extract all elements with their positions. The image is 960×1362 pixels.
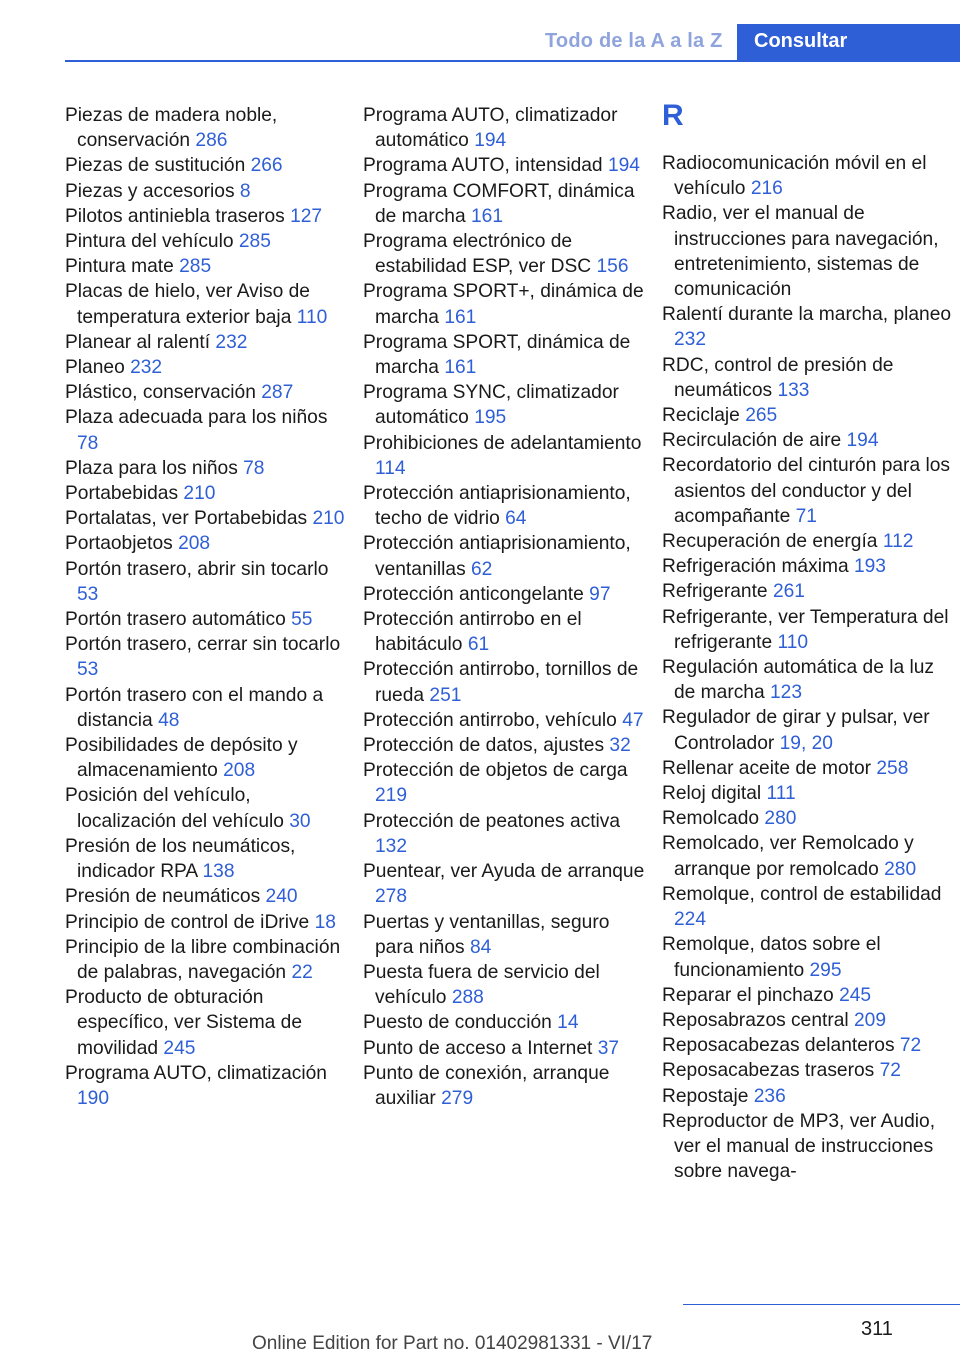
index-page-link[interactable]: 286 (195, 130, 228, 152)
index-entry-term: Portón trasero, cerrar sin tocarlo (65, 634, 341, 656)
footer-edition-text: Online Edition for Part no. 01402981331 - VI/17 (252, 1333, 653, 1354)
index-entry-term: Radio, ver el manual de instrucciones para navegación, entretenimiento, sistemas de comunicación (662, 203, 939, 301)
header-tab-consultar[interactable]: Consultar (737, 24, 960, 61)
index-page-link[interactable]: 208 (223, 760, 256, 782)
index-entry-term: Portaobjetos (65, 533, 173, 555)
index-page-link[interactable]: 161 (471, 205, 504, 227)
index-entry-term: Piezas de madera noble, conservación (65, 105, 278, 152)
index-entry-term: Programa SPORT+, dinámica de marcha (363, 281, 644, 328)
index-page-link[interactable]: 193 (853, 556, 886, 578)
index-page-link[interactable]: 138 (202, 861, 235, 883)
index-entry (65, 607, 350, 632)
index-entry-term: Programa electrónico de estabilidad ESP, ver DSC (363, 231, 592, 278)
index-entry (662, 781, 952, 806)
index-entry (363, 809, 648, 859)
index-entry-term: Principio de la libre combinación de palabras, navegación (65, 936, 341, 983)
index-entry (662, 932, 952, 982)
index-entry-term: Portalatas, ver Portabebidas (65, 508, 308, 530)
index-page-link[interactable]: 209 (854, 1009, 887, 1031)
index-page-link[interactable]: 37 (597, 1037, 620, 1059)
index-entry (662, 403, 952, 428)
index-entry-term: Protección de datos, ajustes (363, 735, 605, 757)
index-entry-term: Programa COMFORT, dinámica de marcha (363, 180, 635, 227)
index-entry (662, 605, 952, 655)
index-entry-term: Plaza adecuada para los niños (65, 407, 328, 429)
index-page-link[interactable]: 110 (296, 306, 328, 328)
index-page-link[interactable]: 194 (607, 155, 640, 177)
index-entry-term: Remolque, datos sobre el funcionamiento (662, 934, 881, 981)
index-entry (363, 708, 648, 733)
index-entry (363, 960, 648, 1010)
index-page-link[interactable]: 48 (158, 709, 180, 731)
index-page-link[interactable]: 161 (444, 357, 477, 379)
index-entry-term: Programa SYNC, climatizador automático (363, 382, 619, 429)
index-entry (662, 1084, 952, 1109)
index-letter-heading: R (662, 99, 684, 132)
index-entry (363, 103, 648, 153)
index-entry-term: Remolque, control de estabilidad (662, 883, 942, 905)
index-page-link[interactable]: 280 (764, 808, 797, 830)
index-entry-term: Puesta fuera de servicio del vehículo (363, 961, 600, 1009)
index-page-link[interactable]: 161 (444, 306, 477, 328)
index-page-link[interactable]: 84 (469, 936, 492, 958)
index-entry (363, 330, 648, 380)
index-page-link[interactable]: 110 (777, 631, 809, 653)
index-entry-term: Protección anticongelante (363, 583, 584, 605)
index-page-link[interactable]: 53 (77, 659, 99, 681)
index-entry-term: Programa AUTO, climatizador automático (363, 105, 618, 152)
index-entry (65, 884, 350, 909)
index-entry-term: Principio de control de iDrive (65, 911, 310, 933)
index-page-link[interactable]: 112 (882, 531, 914, 553)
index-page-link[interactable]: 127 (290, 205, 323, 227)
index-entry-term: Puentear, ver Ayuda de arranque (363, 861, 645, 883)
index-page-link[interactable]: 232 (215, 331, 248, 353)
index-page-link[interactable]: 278 (375, 886, 408, 908)
index-entry-term: Programa AUTO, climatización (65, 1062, 327, 1084)
index-entry-term: Plástico, conservación (65, 382, 256, 404)
index-entry-term: Remolcado (662, 808, 760, 830)
index-page-link[interactable]: 251 (429, 684, 462, 706)
index-entry-term: Protección antiaprisionamiento, ventanillas (363, 533, 631, 580)
index-entry (65, 380, 350, 405)
index-page-link[interactable]: 18 (314, 911, 336, 933)
index-page-link[interactable]: 236 (753, 1085, 786, 1107)
index-entry (662, 453, 952, 529)
index-entry (363, 1036, 648, 1061)
index-entry-term: Programa SPORT, dinámica de marcha (363, 331, 631, 379)
index-entry-term: Planear al ralentí (65, 331, 211, 353)
index-entry (363, 153, 648, 178)
index-entry-term: Regulación automática de la luz de marcha (662, 657, 934, 704)
index-page-link[interactable]: 195 (474, 407, 507, 429)
index-entry (363, 657, 648, 707)
index-entry-term: Refrigeración máxima (662, 556, 849, 578)
index-page-link[interactable]: 47 (622, 709, 644, 731)
index-page-link[interactable]: 8 (239, 180, 251, 202)
index-page-link[interactable]: 53 (77, 583, 99, 605)
index-entry (662, 655, 952, 705)
index-entry (662, 1058, 952, 1083)
index-page-link[interactable]: 30 (289, 810, 311, 832)
index-page-link[interactable]: 224 (674, 909, 707, 931)
index-page-link[interactable]: 61 (467, 634, 490, 656)
index-page-link[interactable]: 78 (77, 432, 99, 454)
index-page-link[interactable]: 22 (291, 961, 313, 983)
index-page-link[interactable]: 71 (795, 505, 817, 527)
index-page-link[interactable]: 261 (772, 581, 805, 603)
index-entry-term: Protección antirrobo, tornillos de rueda (363, 659, 639, 706)
index-entry (662, 1008, 952, 1033)
index-entry-term: Reposabrazos central (662, 1009, 849, 1031)
index-entry-term: Recirculación de aire (662, 430, 842, 452)
index-entry (65, 1061, 350, 1111)
index-entry (363, 431, 648, 481)
index-entry-term: Recuperación de energía (662, 531, 878, 553)
index-entry (662, 579, 952, 604)
index-entry-term: Plaza para los niños (65, 457, 238, 479)
index-entry (65, 355, 350, 380)
index-entry-term: Refrigerante, ver Temperatura del refrigerante (662, 606, 949, 653)
index-entry-term: Piezas y accesorios (65, 180, 235, 202)
index-entry (65, 834, 350, 884)
index-page-link[interactable]: 219 (375, 785, 408, 807)
header-section-title: Todo de la A a la Z (545, 30, 723, 52)
index-page-link[interactable]: 78 (243, 457, 265, 479)
index-page-link[interactable]: 279 (441, 1087, 474, 1109)
index-entry-term: Puesto de conducción (363, 1012, 552, 1034)
index-page-link[interactable]: 194 (474, 130, 507, 152)
index-entry-term: Reproductor de MP3, ver Audio, ver el manual de instrucciones sobre navega- (662, 1110, 936, 1183)
index-page-link[interactable]: 72 (899, 1035, 922, 1057)
index-entry-term: Programa AUTO, intensidad (363, 155, 603, 177)
index-page-link[interactable]: 288 (451, 987, 484, 1009)
index-entry (65, 557, 350, 607)
index-entry (662, 529, 952, 554)
index-entry (65, 153, 350, 178)
index-column-2 (363, 103, 648, 1111)
index-entry (363, 279, 648, 329)
index-entry-term: Refrigerante (662, 581, 768, 603)
index-entry-term: Protección antirrobo en el habitáculo (363, 609, 582, 656)
index-entry-term: Protección antirrobo, vehículo (363, 709, 617, 731)
index-page-link[interactable]: 245 (163, 1037, 196, 1059)
index-entry (662, 151, 952, 201)
index-entry-term: Remolcado, ver Remolcado y arranque por remolcado (662, 833, 914, 880)
page-number: 311 (861, 1318, 893, 1340)
index-entry (363, 531, 648, 581)
index-entry-term: Reparar el pinchazo (662, 984, 834, 1006)
index-entry (363, 582, 648, 607)
index-entry (65, 935, 350, 985)
index-page-link[interactable]: 245 (839, 984, 872, 1006)
index-page-link[interactable]: 114 (375, 457, 406, 479)
index-entry (662, 806, 952, 831)
index-entry (662, 882, 952, 932)
index-entry (65, 506, 350, 531)
index-entry (363, 1061, 648, 1111)
index-entry-term: Reposacabezas traseros (662, 1060, 875, 1082)
index-entry-term: Pintura mate (65, 256, 174, 278)
index-entry-term: Piezas de sustitución (65, 155, 246, 177)
index-page-link[interactable]: 216 (750, 178, 783, 200)
index-page-link[interactable]: 265 (745, 405, 778, 427)
index-page-link[interactable]: 295 (809, 959, 842, 981)
index-column-1 (65, 103, 350, 1111)
index-page-link[interactable]: 285 (238, 231, 271, 253)
index-page-link[interactable]: 232 (674, 329, 707, 351)
index-entry-term: Punto de conexión, arranque auxiliar (363, 1062, 610, 1109)
footer-rule (683, 1304, 960, 1305)
index-page-link[interactable]: 55 (291, 609, 313, 631)
index-entry (65, 330, 350, 355)
index-page-link[interactable]: 111 (766, 783, 796, 805)
index-entry-term: Portón trasero automático (65, 609, 286, 631)
index-page-link[interactable]: 194 (846, 430, 879, 452)
index-entry-term: Posibilidades de depósito y almacenamiento (65, 735, 298, 782)
index-entry (65, 481, 350, 506)
index-entry (363, 1010, 648, 1035)
index-entry (363, 733, 648, 758)
index-entry (363, 607, 648, 657)
index-entry (363, 380, 648, 430)
index-entry-term: Planeo (65, 357, 125, 379)
index-entry-term: Portabebidas (65, 483, 179, 505)
index-entry-term: Ralentí durante la marcha, planeo (662, 304, 952, 326)
index-page-link[interactable]: 287 (261, 382, 294, 404)
index-page-link[interactable]: 232 (130, 357, 163, 379)
index-entry (65, 683, 350, 733)
index-page-link[interactable]: 280 (884, 858, 917, 880)
index-entry-term: Punto de acceso a Internet (363, 1037, 593, 1059)
index-entry-term: Prohibiciones de adelantamiento (363, 432, 642, 454)
index-entry (65, 254, 350, 279)
index-entry-term: Reciclaje (662, 405, 740, 427)
index-entry-term: Pilotos antiniebla traseros (65, 205, 285, 227)
index-entry (65, 531, 350, 556)
index-page-link[interactable]: 210 (312, 508, 345, 530)
index-column-3 (662, 99, 952, 1184)
index-entry-term: Recordatorio del cinturón para los asientos del conductor y del acompañante (662, 455, 950, 527)
index-entry (662, 353, 952, 403)
index-page-link[interactable]: 97 (589, 583, 611, 605)
index-entry (363, 179, 648, 229)
index-entry (363, 758, 648, 808)
index-entry-term: Reloj digital (662, 783, 762, 805)
index-page-link[interactable]: 132 (375, 835, 408, 857)
index-entry (65, 632, 350, 682)
index-page-link[interactable]: 19, 20 (779, 732, 833, 754)
index-page-link[interactable]: 208 (178, 533, 211, 555)
index-entry (363, 229, 648, 279)
index-entry-term: Repostaje (662, 1085, 749, 1107)
index-entry (65, 405, 350, 455)
index-entry-term: Pintura del vehículo (65, 231, 234, 253)
index-entry-term: Presión de neumáticos (65, 886, 261, 908)
index-page-link[interactable]: 266 (250, 155, 283, 177)
index-entry (65, 229, 350, 254)
index-entry (65, 910, 350, 935)
index-entry-term: Protección de objetos de carga (363, 760, 628, 782)
index-entry-term: Puertas y ventanillas, seguro para niños (363, 911, 610, 958)
index-entry-term: Protección de peatones activa (363, 810, 621, 832)
index-entry (65, 279, 350, 329)
index-entry (662, 705, 952, 755)
index-page-link[interactable]: 32 (609, 735, 631, 757)
index-entry-term: Presión de los neumáticos, indicador RPA (65, 835, 296, 883)
index-entry (662, 428, 952, 453)
index-entry (65, 985, 350, 1061)
index-page-link[interactable]: 240 (265, 886, 298, 908)
index-entry-term: Regulador de girar y pulsar, ver Controlador (662, 707, 930, 754)
index-page-link[interactable]: 123 (770, 682, 803, 704)
index-entry-term: Portón trasero, abrir sin tocarlo (65, 558, 329, 580)
index-entry (662, 756, 952, 781)
index-entry-term: Radiocomunicación móvil en el vehículo (662, 153, 927, 200)
index-page-link[interactable]: 156 (596, 256, 629, 278)
index-page-link[interactable]: 133 (777, 379, 810, 401)
index-entry (363, 481, 648, 531)
index-page-link[interactable]: 210 (183, 483, 216, 505)
index-page-link[interactable]: 190 (77, 1087, 110, 1109)
index-entry-term: Posición del vehículo, localización del vehículo (65, 785, 284, 832)
index-entry-term: Producto de obturación específico, ver Sistema de movilidad (65, 987, 303, 1059)
index-entry (662, 302, 952, 352)
index-entry (65, 733, 350, 783)
index-page-link[interactable]: 64 (505, 508, 527, 530)
index-page-link[interactable]: 14 (557, 1012, 579, 1034)
index-entry (65, 103, 350, 153)
index-entry (65, 179, 350, 204)
index-entry (363, 859, 648, 909)
index-entry (65, 783, 350, 833)
index-entry-term: Rellenar aceite de motor (662, 757, 872, 779)
index-entry (662, 831, 952, 881)
index-page-link[interactable]: 258 (876, 757, 909, 779)
index-entry (363, 910, 648, 960)
index-entry (662, 554, 952, 579)
index-entry (662, 1109, 952, 1185)
index-entry (662, 983, 952, 1008)
index-entry (65, 456, 350, 481)
index-entry-term: Portón trasero con el mando a distancia (65, 684, 324, 731)
index-entry-term: Placas de hielo, ver Aviso de temperatura exterior baja (65, 281, 310, 328)
index-page-link[interactable]: 72 (879, 1060, 901, 1082)
index-entry-term: RDC, control de presión de neumáticos (662, 354, 894, 401)
index-entry (662, 1033, 952, 1058)
index-entry (65, 204, 350, 229)
index-entry-term: Protección antiaprisionamiento, techo de vidrio (363, 483, 631, 530)
index-page-link[interactable]: 285 (179, 256, 212, 278)
index-entry-term: Reposacabezas delanteros (662, 1035, 895, 1057)
index-entry (662, 201, 952, 302)
index-page-link[interactable]: 62 (471, 558, 493, 580)
